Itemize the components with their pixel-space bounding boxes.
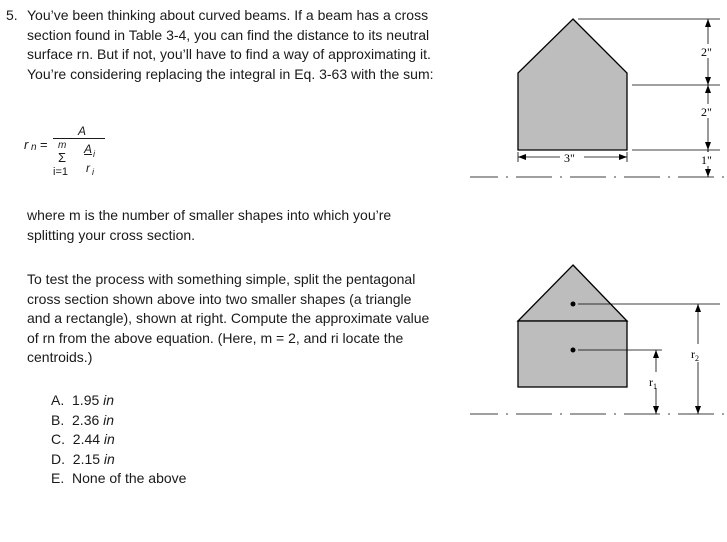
option-value: 2.36 xyxy=(72,411,100,428)
option-letter: A. xyxy=(51,392,65,408)
dim-label-mid: 2" xyxy=(701,105,712,119)
option-letter: D. xyxy=(51,450,65,467)
rectangle-shape xyxy=(518,321,627,387)
split-pentagon-figure xyxy=(470,250,727,430)
option-unit: in xyxy=(103,431,115,448)
option-unit: in xyxy=(103,392,115,408)
fraction-bar xyxy=(53,138,105,139)
arrow-icon xyxy=(695,406,701,414)
option-a[interactable] xyxy=(51,391,186,411)
term-numerator-sub: i xyxy=(93,149,95,159)
formula-lhs-sub: n xyxy=(31,142,37,153)
option-c[interactable] xyxy=(51,430,186,450)
option-letter: C. xyxy=(51,431,65,448)
option-letter: B. xyxy=(51,411,65,428)
triangle-shape xyxy=(518,265,627,321)
sum-symbol: Σ xyxy=(58,150,67,165)
paragraph-definition: where m is the number of smaller shapes into which you’re splitting your cross section. xyxy=(27,207,392,243)
term-denominator-sub: i xyxy=(92,167,94,177)
arrow-icon xyxy=(705,142,711,150)
arrow-icon xyxy=(653,406,659,414)
arrow-icon xyxy=(653,350,659,358)
dim-label-top: 2" xyxy=(701,45,712,59)
arrow-icon xyxy=(705,85,711,93)
option-d[interactable] xyxy=(51,450,186,470)
pentagon-figure xyxy=(470,0,727,200)
triangle-centroid xyxy=(571,302,576,307)
paragraph-task: To test the process with something simple, split the pentagonal cross section shown above into two smaller shapes (a triangle and a rectangle), shown at right. Compute the approximate value of rn from the above equation. (Here, m = 2, and ri locate the centroids.) xyxy=(27,271,430,365)
option-letter: E. xyxy=(51,470,65,487)
formula-numerator: A xyxy=(78,124,87,138)
arrow-icon xyxy=(619,154,627,160)
arrow-icon xyxy=(705,169,711,177)
option-value: 2.44 xyxy=(72,431,101,448)
question-block xyxy=(6,6,436,84)
option-unit: in xyxy=(103,411,115,428)
formula-lhs: r xyxy=(24,137,29,152)
question-number: 5. xyxy=(6,7,18,23)
formula-equals: = xyxy=(40,137,48,152)
option-b[interactable] xyxy=(51,411,186,431)
option-unit: in xyxy=(103,450,115,467)
arrow-icon xyxy=(518,154,526,160)
term-numerator: A xyxy=(84,142,93,156)
option-value: 2.15 xyxy=(72,450,101,467)
r1-label: $r_1$ xyxy=(649,375,657,391)
question-text: You’ve been thinking about curved beams. If a beam has a cross section found in Table 3-4, you can find the distance to its neutral surface rn. But if not, you’ll have to find a way of approximating it. You’re considering replacing the integral in Eq. 3-63 with the sum: xyxy=(27,7,434,82)
option-value: None of the above xyxy=(72,470,187,487)
rectangle-centroid xyxy=(571,348,576,353)
option-value: 1.95 xyxy=(72,392,100,408)
dim-label-bottom: 1" xyxy=(701,153,712,167)
arrow-icon xyxy=(705,19,711,27)
r2-label: $r_2$ xyxy=(691,347,699,363)
sum-upper: m xyxy=(58,140,67,151)
sum-lower: i=1 xyxy=(53,166,68,178)
option-e[interactable] xyxy=(51,469,186,489)
term-denominator: r xyxy=(86,161,90,175)
arrow-icon xyxy=(705,77,711,85)
answer-options xyxy=(51,391,186,489)
arrow-icon xyxy=(695,304,701,312)
dim-label-width: 3" xyxy=(564,151,575,165)
pentagon-shape xyxy=(518,19,627,150)
